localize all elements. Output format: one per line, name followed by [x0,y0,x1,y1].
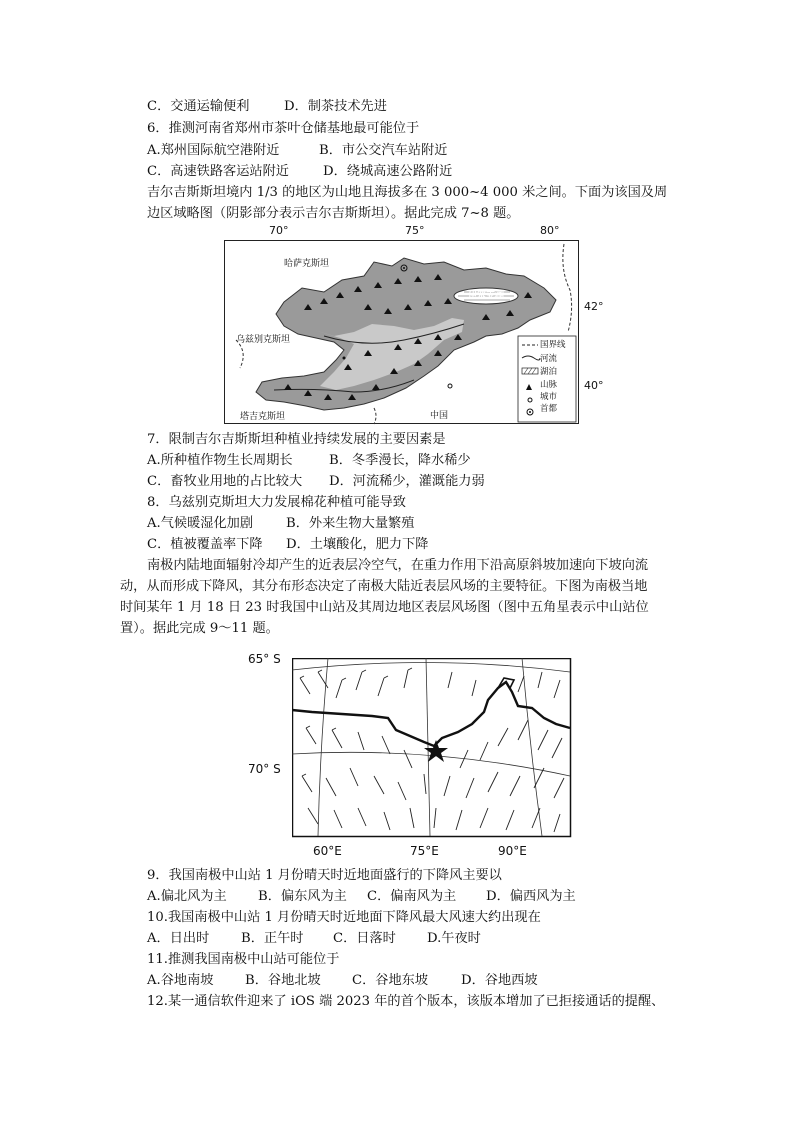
q6-option-c: C．高速铁路客运站附近 [147,164,289,179]
q9-option-b: B．偏东风为主 [258,889,347,904]
q7-option-a: A.所种植作物生长周期长 [147,453,293,468]
q10-stem: 10.我国南极中山站 1 月份晴天时近地面下降风最大风速大约出现在 [147,910,541,925]
q9-option-d: D．偏西风为主 [486,889,576,904]
q7-stem: 7．限制吉尔吉斯斯坦种植业持续发展的主要因素是 [147,432,446,447]
lon-label-75: 75° [405,224,425,237]
q8-option-b: B．外来生物大量繁殖 [286,516,415,531]
intro-9-11-line4: 置）。据此完成 9～11 题。 [120,621,279,636]
lat-label-70s: 70° S [248,762,281,776]
q7-option-d: D．河流稀少，灌溉能力弱 [329,474,485,489]
q10-option-d: D.午夜时 [427,931,481,946]
intro-9-11-line3: 时间某年 1 月 18 日 23 时我国中山站及其周边地区表层风场图（图中五角星表示中山站位 [120,600,649,615]
q8-option-c: C．植被覆盖率下降 [147,537,263,552]
legend-border: 国界线 [540,340,566,350]
q10-option-c: C．日落时 [333,931,396,946]
q6-option-d: D．绕城高速公路附近 [323,164,453,179]
lon-label-75e: 75°E [410,844,439,858]
lon-label-70: 70° [269,224,289,237]
intro-7-8-line2: 边区域略图（阴影部分表示吉尔吉斯斯坦）。据此完成 7~8 题。 [147,206,520,221]
q11-stem: 11.推测我国南极中山站可能位于 [147,952,340,967]
label-china: 中国 [430,411,449,421]
q7-option-c: C．畜牧业用地的占比较大 [147,474,303,489]
lat-label-42: 42° [584,300,604,313]
q9-option-c: C．偏南风为主 [367,889,457,904]
intro-9-11-line1: 南极内陆地面辐射冷却产生的近表层冷空气，在重力作用下沿高原斜坡加速向下坡向流 [147,558,649,573]
q8-option-a: A.气候暖湿化加剧 [147,516,254,531]
wind-field-canvas [292,658,572,838]
antarctic-wind-map [246,648,576,863]
label-uzbekistan: 乌兹别克斯坦 [236,335,291,345]
label-issyk-kul: 伊塞克湖 [468,291,505,301]
intro-9-11-line2: 动，从而形成下降风，其分布形态决定了南极大陆近表层风场的主要特征。下图为南极当地 [120,579,648,594]
q6-option-b: B．市公交汽车站附近 [319,143,448,158]
q10-option-b: B．正午时 [241,931,304,946]
q11-option-c: C．谷地东坡 [352,973,429,988]
legend-capital: 首都 [540,404,558,414]
q12-stem: 12.某一通信软件迎来了 iOS 端 2023 年的首个版本，该版本增加了已拒接通话的提醒、 [147,994,665,1009]
kyrgyzstan-map [222,222,602,427]
q11-option-a: A.谷地南坡 [147,973,214,988]
lat-label-65s: 65° S [248,652,281,666]
q11-option-b: B．谷地北坡 [245,973,321,988]
legend-mountain: 山脉 [540,380,558,390]
q8-option-d: D．土壤酸化，肥力下降 [286,537,429,552]
intro-7-8-line1: 吉尔吉斯斯坦境内 1/3 的地区为山地且海拔多在 3 000~4 000 米之间。下面为该国及周 [147,185,668,200]
label-kazakhstan: 哈萨克斯坦 [284,259,330,269]
legend-city: 城市 [540,392,558,402]
q10-option-a: A．日出时 [147,931,210,946]
q6-option-a: A.郑州国际航空港附近 [147,143,280,158]
q9-stem: 9．我国南极中山站 1 月份晴天时近地面盛行的下降风主要以 [147,868,502,883]
q11-option-d: D．谷地西坡 [461,973,538,988]
q5-option-c: C．交通运输便利 [147,99,250,114]
legend-river: 河流 [540,354,558,364]
q5-option-d: D．制茶技术先进 [284,99,387,114]
q8-stem: 8．乌兹别克斯坦大力发展棉花种植可能导致 [147,495,406,510]
legend-lake: 湖泊 [540,367,558,377]
lon-label-60e: 60°E [313,844,342,858]
q6-stem: 6．推测河南省郑州市茶叶仓储基地最可能位于 [147,121,420,136]
lon-label-90e: 90°E [498,844,527,858]
lon-label-80: 80° [540,224,560,237]
lat-label-40: 40° [584,379,604,392]
q9-option-a: A.偏北风为主 [147,889,227,904]
label-tajikistan: 塔吉克斯坦 [240,412,286,422]
q7-option-b: B．冬季漫长，降水稀少 [329,453,471,468]
